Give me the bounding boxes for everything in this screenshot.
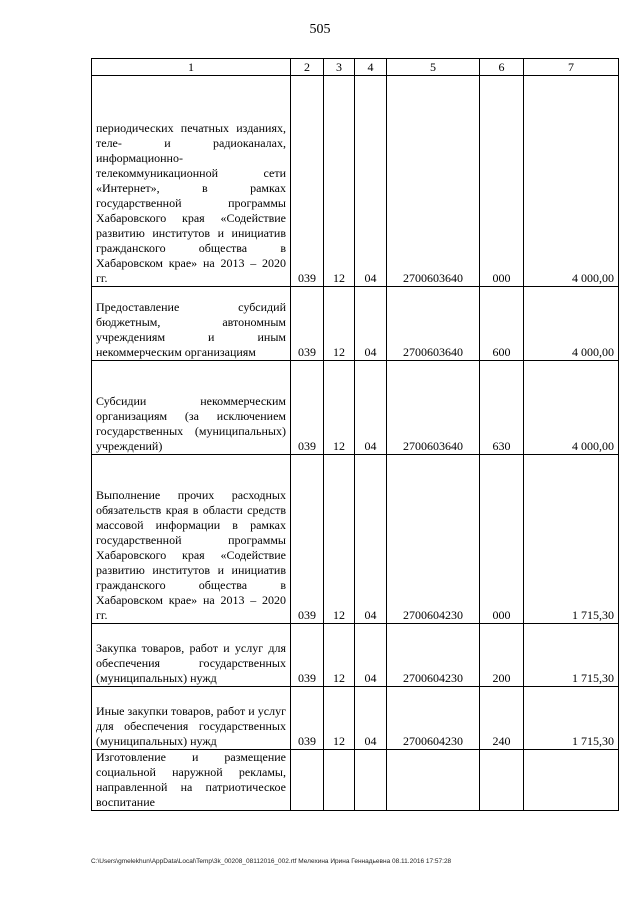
table-row	[92, 750, 619, 811]
table-row	[92, 687, 619, 750]
col-ministry: 039	[291, 287, 324, 361]
col-target: 2700603640	[387, 361, 480, 455]
col-expense-type: 240	[480, 687, 524, 750]
table-row	[92, 76, 619, 287]
col-expense-type: 000	[480, 76, 524, 287]
header-col-6: 6	[480, 59, 524, 76]
col-amount: 1 715,30	[524, 455, 619, 624]
col-expense-type: 630	[480, 361, 524, 455]
col-target: 2700603640	[387, 287, 480, 361]
col-amount: 1 715,30	[524, 687, 619, 750]
table-row	[92, 361, 619, 455]
header-col-2: 2	[291, 59, 324, 76]
col-amount	[524, 750, 619, 811]
row-description: Иные закупки товаров, работ и услуг для обеспечения государственных (муниципальных) нужд	[92, 687, 291, 750]
page-number: 505	[309, 22, 331, 37]
header-col-5: 5	[387, 59, 480, 76]
col-target: 2700603640	[387, 76, 480, 287]
col-section: 12	[324, 76, 355, 287]
col-section: 12	[324, 455, 355, 624]
header-col-7: 7	[524, 59, 619, 76]
row-description: Выполнение прочих расходных обязательств края в области средств массовой информации в рамках государственной программы Хабаровского края «Содействие развитию институтов и инициатив гражданского общества в Хабаровском крае» на 2013 – 2020 гг.	[92, 455, 291, 624]
table-row	[92, 624, 619, 687]
col-target: 2700604230	[387, 455, 480, 624]
col-section	[324, 750, 355, 811]
row-description: Закупка товаров, работ и услуг для обеспечения государственных (муниципальных) нужд	[92, 624, 291, 687]
col-target: 2700604230	[387, 687, 480, 750]
col-subsection: 04	[355, 687, 387, 750]
file-path-footer: C:\Users\gmelekhun\AppData\Local\Temp\3k_00208_08112016_002.rtf Мелехина Ирина Геннадьевна 08.11.2016 17:57:28	[91, 858, 452, 865]
col-subsection: 04	[355, 624, 387, 687]
col-expense-type: 600	[480, 287, 524, 361]
col-amount: 4 000,00	[524, 287, 619, 361]
row-description: периодических печатных изданиях, теле- и радиоканалах, информационно-телекоммуникационной сети «Интернет», в рамках государственной программы Хабаровского края «Содействие развитию институтов и инициатив гражданского общества в Хабаровском крае» на 2013 – 2020 гг.	[92, 76, 291, 287]
col-amount: 1 715,30	[524, 624, 619, 687]
col-ministry: 039	[291, 687, 324, 750]
col-target: 2700604230	[387, 624, 480, 687]
col-amount: 4 000,00	[524, 361, 619, 455]
col-subsection: 04	[355, 76, 387, 287]
col-ministry: 039	[291, 76, 324, 287]
col-ministry: 039	[291, 624, 324, 687]
col-subsection	[355, 750, 387, 811]
col-subsection: 04	[355, 455, 387, 624]
col-expense-type: 200	[480, 624, 524, 687]
header-col-1: 1	[92, 59, 291, 76]
budget-table	[91, 58, 619, 811]
col-ministry: 039	[291, 455, 324, 624]
col-expense-type	[480, 750, 524, 811]
table-row	[92, 287, 619, 361]
header-col-4: 4	[355, 59, 387, 76]
row-description: Изготовление и размещение социальной наружной рекламы, направленной на патриотическое воспитание	[92, 750, 291, 811]
col-section: 12	[324, 624, 355, 687]
col-target	[387, 750, 480, 811]
table-row	[92, 455, 619, 624]
header-row	[92, 59, 619, 76]
row-description: Субсидии некоммерческим организациям (за исключением государственных (муниципальных) учреждений)	[92, 361, 291, 455]
header-col-3: 3	[324, 59, 355, 76]
col-ministry: 039	[291, 361, 324, 455]
col-expense-type: 000	[480, 455, 524, 624]
col-section: 12	[324, 361, 355, 455]
col-ministry	[291, 750, 324, 811]
col-section: 12	[324, 687, 355, 750]
row-description: Предоставление субсидий бюджетным, автономным учреждениям и иным некоммерческим организациям	[92, 287, 291, 361]
col-subsection: 04	[355, 361, 387, 455]
col-section: 12	[324, 287, 355, 361]
col-amount: 4 000,00	[524, 76, 619, 287]
col-subsection: 04	[355, 287, 387, 361]
